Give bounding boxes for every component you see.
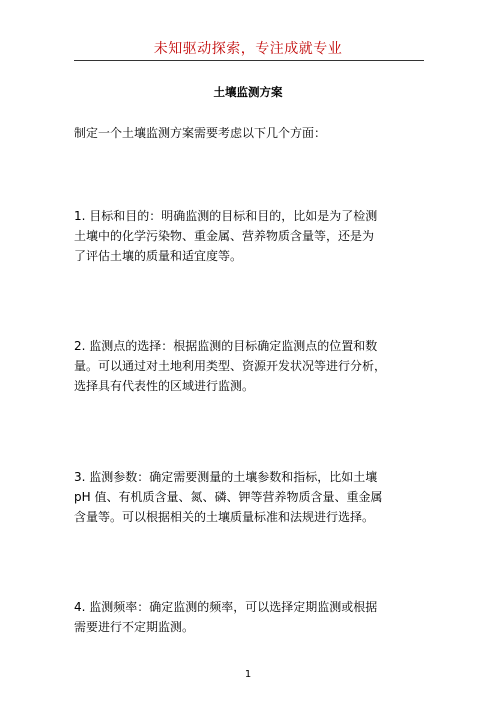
paragraph-line: 1. 目标和目的：明确监测的目标和目的，比如是为了检测: [74, 209, 378, 223]
section-paragraph-3: [74, 467, 434, 527]
header-slogan: 未知驱动探索，专注成就专业: [153, 41, 343, 57]
section-paragraph-2: [74, 336, 434, 396]
page-number: 1: [244, 669, 252, 680]
paragraph-line: 含量等。可以根据相关的土壤质量标准和法规进行选择。: [74, 510, 375, 524]
section-paragraph-4: [74, 597, 434, 637]
paragraph-line: 选择具有代表性的区域进行监测。: [74, 379, 255, 393]
paragraph-line: 量。可以通过对土地利用类型、资源开发状况等进行分析，: [74, 359, 387, 373]
paragraph-line: 2. 监测点的选择：根据监测的目标确定监测点的位置和数: [74, 339, 378, 353]
paragraph-line: 3. 监测参数：确定需要测量的土壤参数和指标，比如土壤: [74, 470, 378, 484]
section-paragraph-1: [74, 206, 434, 266]
paragraph-line: 了评估土壤的质量和适宜度等。: [74, 249, 243, 263]
paragraph-line: 需要进行不定期监测。: [74, 620, 195, 634]
paragraph-line: 4. 监测频率：确定监测的频率，可以选择定期监测或根据: [74, 600, 378, 614]
paragraph-line: 土壤中的化学污染物、重金属、营养物质含量等，还是为: [74, 229, 375, 243]
paragraph-line: pH 值、有机质含量、氮、磷、钾等营养物质含量、重金属: [74, 490, 383, 504]
intro-paragraph: 制定一个土壤监测方案需要考虑以下几个方面：: [74, 126, 327, 140]
header-divider: [74, 60, 424, 61]
document-title: 土壤监测方案: [213, 85, 283, 99]
